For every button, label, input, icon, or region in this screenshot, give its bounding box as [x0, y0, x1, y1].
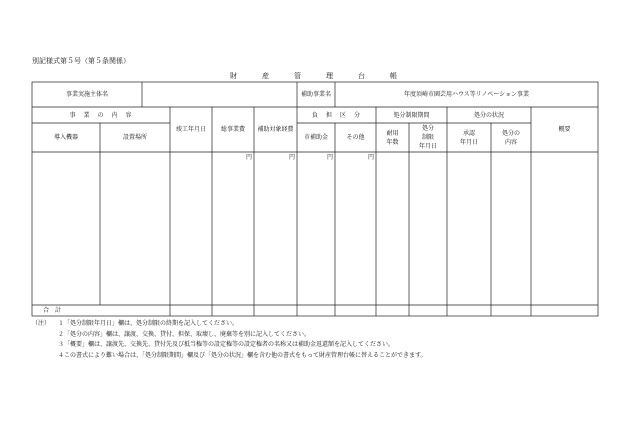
equipment-header: 導入機器: [53, 134, 78, 141]
approval-date-line: 年月日: [459, 139, 478, 146]
note-text: ３「概要」欄は、譲渡先、交換先、貸付先及び抵当権等の設定権等の設定権者の名称又は補助金返還額を記入してください。: [58, 341, 395, 348]
subsidy-header: 市補助金: [303, 134, 328, 141]
completion-date-header: 竣工年月日: [175, 126, 206, 133]
note-line: [32, 340, 427, 351]
approval-date-line: 承認: [462, 130, 475, 137]
note-line: [32, 319, 427, 330]
total-cost-header: 総事業費: [220, 126, 245, 133]
total-cost-unit: 円: [245, 154, 252, 161]
burden-group-header: 負 担 区 分: [311, 112, 361, 119]
disposal-content-line: 内容: [504, 139, 517, 146]
location-header: 設置場所: [122, 134, 147, 141]
project-value: 年度須崎市園芸用ハウス等リノベーション事業: [403, 91, 530, 98]
disposal-content-header: [491, 129, 531, 147]
note-text: ２「処分の内容」欄は、譲渡、交換、貸付、担保、取壊し、廃棄等を別に記入してください。: [58, 330, 311, 338]
useful-life-line: 耐用: [386, 130, 399, 137]
note-line: [32, 351, 427, 362]
notes: [32, 319, 427, 361]
other-header: その他: [346, 134, 365, 141]
note-line: [32, 330, 427, 341]
note-text: １「処分制限年月日」欄は、処分制限の終期を記入してください。: [58, 320, 239, 327]
content-group-header: 事 業 の 内 容: [69, 112, 133, 119]
total-label: 合 計: [42, 307, 61, 314]
project-label: 補助事業名: [300, 91, 331, 98]
ledger-title: 財 産 管 理 台 帳: [230, 72, 406, 80]
overview-header: 概要: [558, 126, 571, 133]
useful-life-header: [376, 129, 409, 147]
eligible-cost-header: 補助対象経費: [257, 126, 294, 133]
useful-life-line: 年数: [386, 139, 399, 146]
disposal-period-group-header: 処分制限期間: [393, 112, 430, 119]
form-id: 別記様式第５号（第５条関係）: [32, 57, 130, 65]
subsidy-unit: 円: [326, 154, 333, 161]
disposal-limit-date-line: 処分: [421, 125, 434, 132]
note-text: ４この書式により難い場合は、「処分制限期間」欄及び「処分の状況」欄を含む他の書式をもって財産管理台帳に替えることができます。: [58, 351, 427, 359]
eligible-cost-unit: 円: [288, 154, 295, 161]
other-unit: 円: [367, 154, 374, 161]
approval-date-header: [447, 129, 491, 147]
disposal-limit-date-line: 制限: [421, 134, 434, 141]
disposal-limit-date-header: [409, 124, 447, 151]
disposal-status-group-header: 処分の状況: [473, 112, 504, 119]
disposal-content-line: 処分の: [501, 130, 520, 137]
notes-marker: （注）: [32, 320, 51, 327]
disposal-limit-date-line: 年月日: [418, 143, 437, 150]
entity-label: 事業実施主体名: [65, 91, 108, 98]
